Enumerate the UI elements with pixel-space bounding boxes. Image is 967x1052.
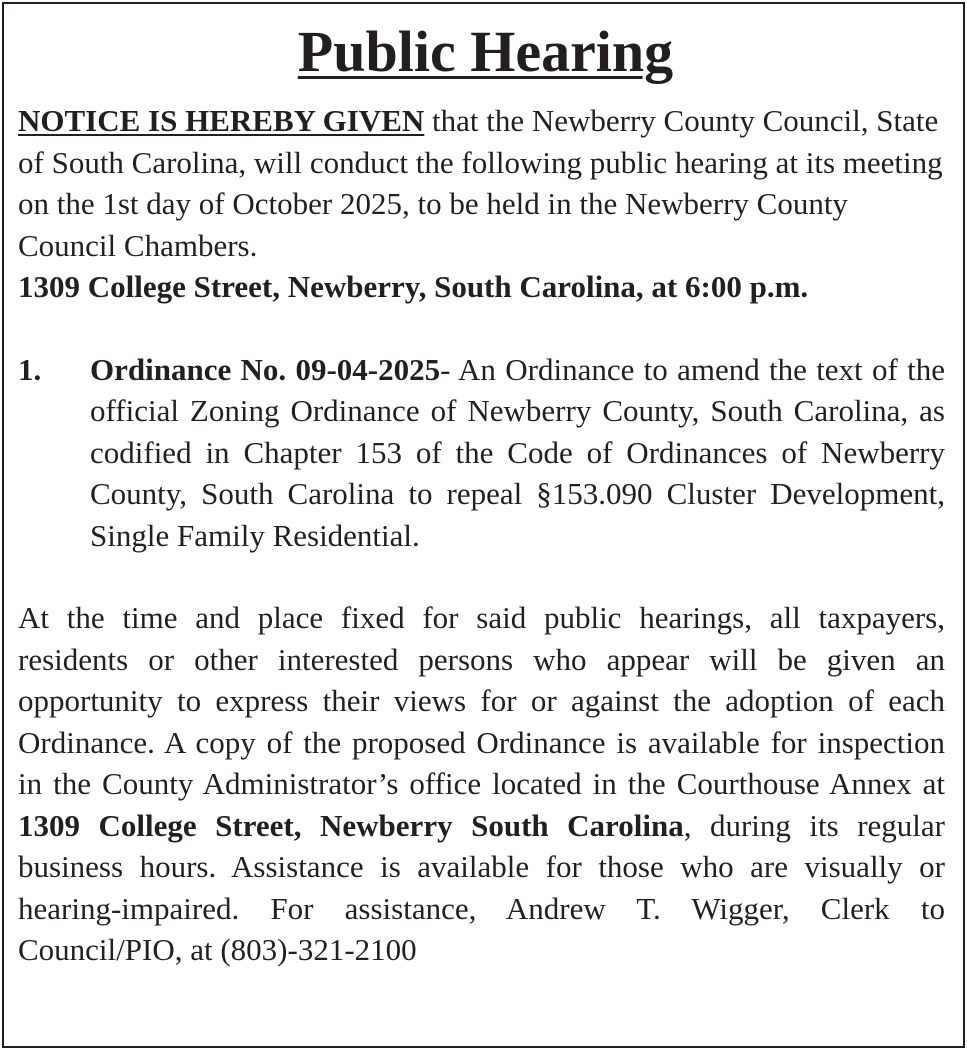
closing-paragraph bbox=[18, 597, 953, 971]
notice-title: Public Hearing bbox=[297, 19, 674, 84]
public-notice bbox=[2, 2, 965, 1048]
notice-lead: NOTICE IS HEREBY GIVEN bbox=[18, 103, 425, 138]
closing-text-1: At the time and place fixed for said public hearings, all taxpayers, residents or other interested persons who appear will be given an opportunity to express their views for or against the adoption of each Ordinance. A copy of the proposed Ordinance is available for inspection in the County Administrator’s office located in the Courthouse Annex at bbox=[18, 600, 945, 801]
intro-paragraph bbox=[18, 100, 953, 266]
ordinance-description: - An Ordinance to amend the text of the official Zoning Ordinance of Newberry County, South Carolina, as codified in Chapter 153 of the Code of Ordinances of Newberry County, South Carolina to repeal §153.090 Cluster Development, Single Family Residential. bbox=[90, 351, 945, 553]
ordinance-number: Ordinance No. 09-04-2025 bbox=[90, 351, 441, 387]
item-text bbox=[90, 349, 953, 557]
meeting-address: 1309 College Street, Newberry, South Carolina, at 6:00 p.m. bbox=[18, 269, 809, 304]
intro-text: that the Newberry County Council, State of South Carolina, will conduct the following public hearing at its meeting on the 1st day of October 2025, to be held in the Newberry County Council Chambers. bbox=[18, 103, 943, 263]
closing-text-2: , during its regular business hours. Assistance is available for those who are visually or hearing-impaired. For assistance, Andrew T. Wigger, Clerk to Council/PIO, at (803)-321-2100 bbox=[18, 807, 945, 967]
ordinance-item bbox=[18, 349, 953, 557]
office-address: 1309 College Street, Newberry South Carolina bbox=[18, 807, 684, 843]
item-number: 1. bbox=[18, 351, 42, 387]
